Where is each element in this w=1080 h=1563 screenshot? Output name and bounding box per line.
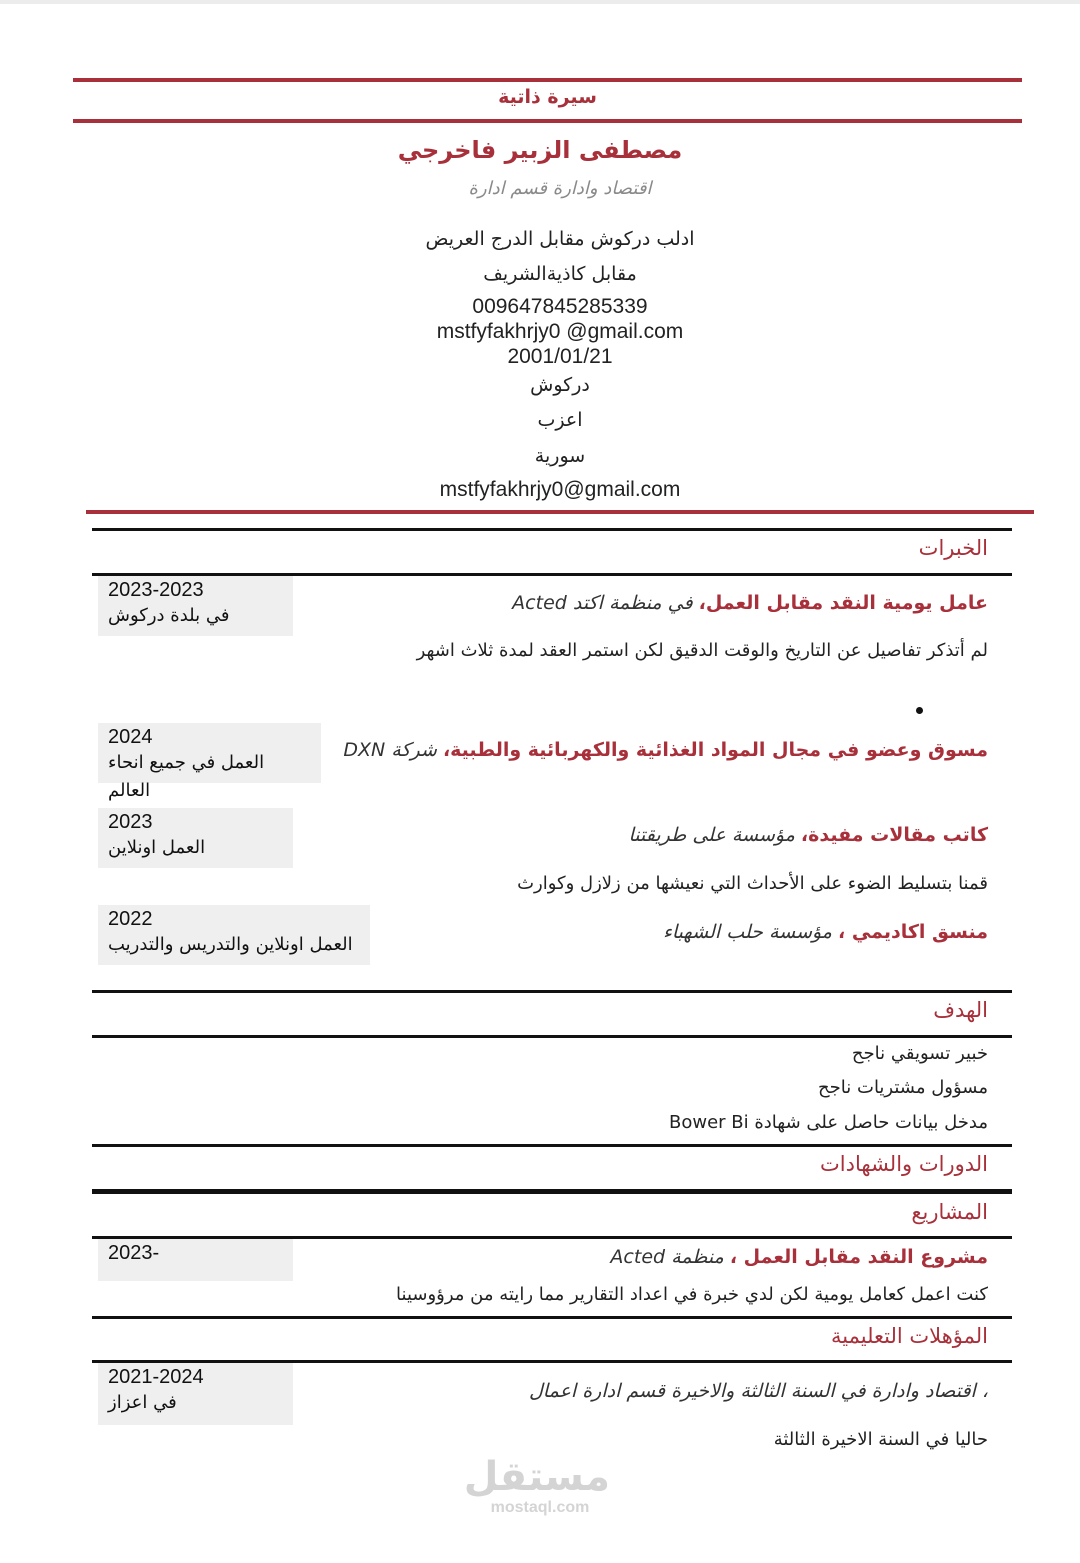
experience-4-place: العمل اونلاين والتدريس والتدريب [108,934,353,955]
courses-bottom-rule [92,1189,1012,1194]
project-datebox [98,1239,293,1281]
experience-2-place: العمل في جميع انحاء العالم [108,752,265,801]
experience-1-place: في بلدة دركوش [108,605,230,626]
project-org: منظمة Acted [610,1246,730,1268]
experience-4-date: 2022 [108,908,153,930]
experience-4-datebox [98,905,370,965]
project-role: مشروع النقد مقابل العمل ، [729,1246,988,1268]
goal-top-rule [92,990,1012,993]
goal-item-1: خبير تسويقي ناجح [851,1043,988,1064]
experience-4-title [663,921,988,943]
watermark-arabic: مستقل [463,1454,610,1500]
experience-4-role: منسق اكاديمي ، [838,921,988,943]
experience-2-role: مسوق وعضو في مجال المواد الغذائية والكهربائية والطبية، [442,739,988,761]
contact-birthdate: 2001/01/21 [507,345,613,368]
experience-3-org: مؤسسة على طريقتنا [628,824,801,846]
top-edge [0,0,1080,4]
education-description: حاليا في السنة الاخيرة الثالثة [773,1429,988,1450]
education-datebox [98,1363,293,1425]
education-top-rule [92,1316,1012,1319]
experience-4-org: مؤسسة حلب الشهباء [662,921,839,943]
title-top-rule [73,78,1022,82]
person-subtitle: اقتصاد وادارة قسم ادارة [468,178,652,199]
education-degree: ، اقتصاد وادارة في السنة الثالثة والاخيرة قسم ادارة اعمال [528,1380,988,1402]
experience-1-datebox [98,576,293,636]
experience-3-datebox [98,808,293,868]
experience-1-role: عامل يومية النقد مقابل العمل، [698,592,988,614]
education-date: 2021-2024 [108,1366,204,1388]
education-title [529,1380,988,1402]
person-name: مصطفى الزبير فاخرجي [397,136,683,164]
experience-3-title [629,824,988,846]
project-date: 2023- [108,1242,160,1264]
watermark-url: mostaql.com [490,1499,590,1516]
experience-2-org: شركة DXN [343,739,443,761]
experience-top-rule [92,528,1012,531]
contact-address-1: ادلب دركوش مقابل الدرج العريض [425,228,695,250]
experience-2-datebox [98,723,321,801]
contact-email-2: mstfyfakhrjy0@gmail.com [439,478,681,501]
experience-2-title [343,739,988,761]
contact-phone: 009647845285339 [472,295,648,318]
contact-nationality: سورية [534,445,586,467]
experience-1-org: في منظمة اكتد Acted [512,592,699,614]
experience-1-date: 2023-2023 [108,579,204,601]
project-description: كنت اعمل كعامل يومية لكن لدي خبرة في اعداد التقارير مما رايته من مرؤوسينا [396,1284,988,1305]
experience-3-description: قمنا بتسليط الضوء على الأحداث التي نعيشها من زلازل وكوارث [517,873,988,894]
experience-heading: الخبرات [918,536,988,560]
courses-top-rule [92,1144,1012,1147]
education-heading: المؤهلات التعليمية [831,1324,988,1348]
contact-address-2: مقابل كاذيةالشريف [483,263,637,285]
projects-heading: المشاريع [911,1200,988,1224]
goal-bottom-rule [92,1035,1012,1038]
experience-3-role: كاتب مقالات مفيدة، [800,824,988,846]
experience-3-date: 2023 [108,811,153,833]
experience-3-place: العمل اونلاين [108,837,206,858]
education-place: في اعزاز [108,1392,177,1413]
contact-marital-status: اعزب [537,409,583,431]
experience-1-description: لم أتذكر تفاصيل عن التاريخ والوقت الدقيق لكن استمر العقد لمدة ثلاث اشهر [416,640,988,661]
document-title: سيرة ذاتية [498,86,597,108]
title-bottom-rule [73,119,1022,123]
goal-heading: الهدف [933,998,988,1022]
header-divider [86,510,1034,514]
contact-birthplace: دركوش [530,374,590,396]
experience-2-date: 2024 [108,726,153,748]
goal-item-3: مدخل بيانات حاصل على شهادة Bower Bi [668,1112,988,1133]
project-title [610,1246,988,1268]
courses-heading: الدورات والشهادات [820,1152,988,1176]
mostaql-watermark [463,1454,610,1517]
contact-email-1: mstfyfakhrjy0 @gmail.com [436,320,684,343]
experience-1-title [512,592,988,614]
bullet-dot [916,707,923,714]
goal-item-2: مسؤول مشتريات ناجح [818,1077,988,1098]
